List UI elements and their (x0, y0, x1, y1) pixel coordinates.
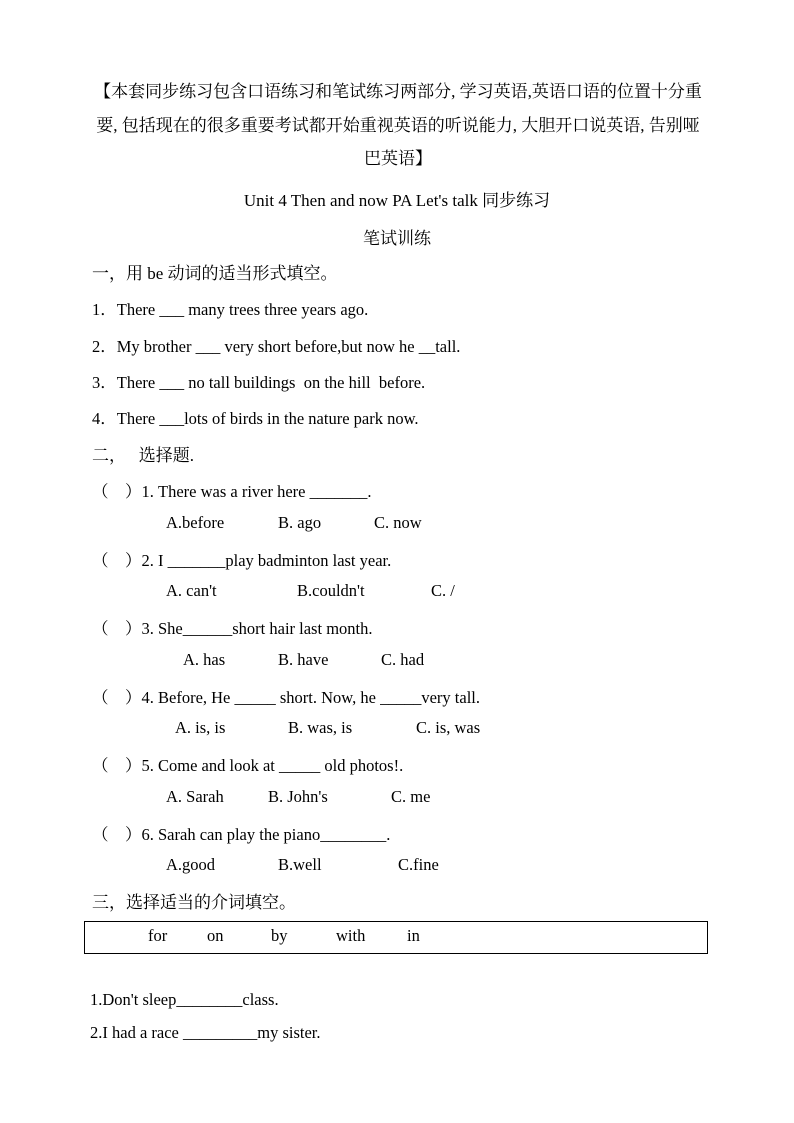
intro-note: 【本套同步练习包含口语练习和笔试练习两部分, 学习英语,英语口语的位置十分重要, 包括现在的很多重要考试都开始重视英语的听说能力, 大胆开口说英语, 告别哑巴英语】 (94, 82, 702, 168)
section1-item-4: 4．There ___lots of birds in the nature park now. (92, 409, 419, 428)
page-title: Unit 4 Then and now PA Let's talk 同步练习 (243, 191, 551, 210)
question-4-stem: （ ）4. Before, He _____ short. Now, he _____very tall. (92, 688, 480, 707)
word-bank-item: with (336, 926, 366, 945)
word-bank-box (84, 921, 708, 954)
word-bank-item: on (207, 926, 224, 945)
option-a: A. is, is (175, 718, 226, 737)
section1-item-1: 1．There ___ many trees three years ago. (92, 300, 369, 319)
option-c: C. is, was (416, 718, 481, 737)
option-b: B. John's (268, 787, 328, 806)
option-b: B. have (278, 650, 329, 669)
section1-heading: 一，用 be 动词的适当形式填空。 (92, 264, 338, 283)
question-1-stem: （ ）1. There was a river here _______. (92, 482, 372, 501)
section3-item-1: 1.Don't sleep________class. (90, 990, 279, 1009)
word-bank-item: for (148, 926, 168, 945)
option-b: B. was, is (288, 718, 353, 737)
question-2-stem: （ ）2. I _______play badminton last year. (92, 551, 392, 570)
section1-item-3: 3．There ___ no tall buildings on the hill before. (92, 373, 426, 392)
question-6-stem: （ ）6. Sarah can play the piano________. (92, 825, 391, 844)
option-c: C.fine (398, 855, 439, 874)
question-5-stem: （ ）5. Come and look at _____ old photos!. (92, 756, 404, 775)
word-bank-item: by (271, 926, 288, 945)
option-a: A. can't (166, 581, 217, 600)
option-b: B.well (278, 855, 322, 874)
option-a: A. has (183, 650, 226, 669)
option-c: C. me (391, 787, 431, 806)
question-3-stem: （ ）3. She______short hair last month. (92, 619, 373, 638)
option-c: C. had (381, 650, 425, 669)
option-c: C. now (374, 513, 422, 532)
section2-heading: 二， 选择题. (92, 446, 194, 465)
option-a: A. Sarah (166, 787, 224, 806)
option-b: B. ago (278, 513, 322, 532)
option-a: A.before (166, 513, 225, 532)
option-b: B.couldn't (297, 581, 365, 600)
section3-item-2: 2.I had a race _________my sister. (90, 1023, 321, 1042)
option-c: C. / (431, 581, 455, 600)
section3-heading: 三，选择适当的介词填空。 (92, 893, 296, 912)
word-bank-item: in (407, 926, 420, 945)
option-a: A.good (166, 855, 216, 874)
section1-item-2: 2．My brother ___ very short before,but now he __tall. (92, 337, 461, 356)
page-subtitle: 笔试训练 (363, 229, 431, 248)
